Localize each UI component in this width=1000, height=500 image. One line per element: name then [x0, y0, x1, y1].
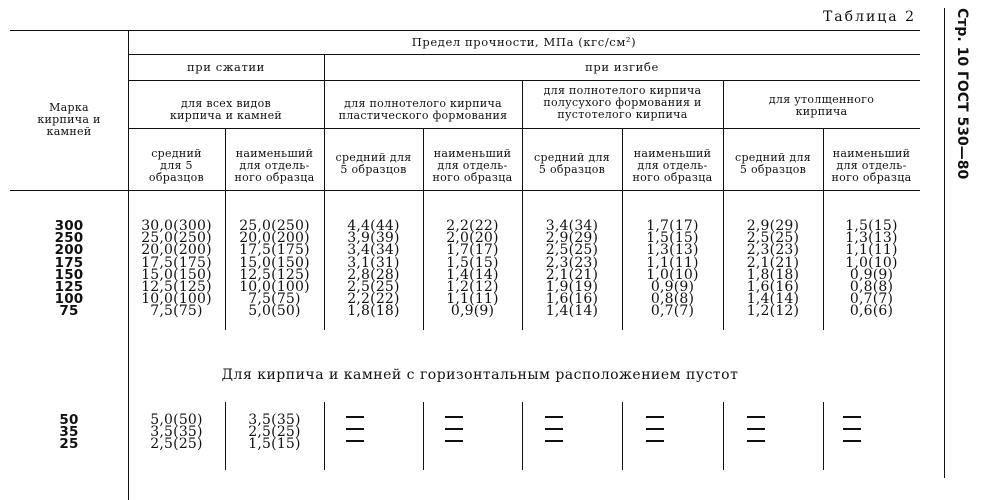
table-cell: 1,6(16)	[746, 279, 800, 296]
group-all-types: для всех видов кирпича и камней	[169, 97, 283, 122]
sub-avg-3: средний для 5 образцов	[534, 151, 610, 176]
table-cell: 0,9(9)	[650, 279, 695, 296]
col-thickened-avg	[723, 220, 823, 318]
table-cell: 2,5(25)	[150, 436, 203, 453]
em-dash-icon	[646, 412, 664, 450]
col-thickened-min	[823, 220, 920, 318]
table-cell: 0,7(7)	[650, 303, 695, 320]
table-cell: 1,1(11)	[446, 291, 499, 308]
em-dash-icon	[843, 412, 861, 450]
vrule-h5	[622, 402, 623, 470]
table-cell-mark: 300	[54, 218, 84, 234]
table-cell-mark: 150	[54, 266, 84, 283]
table-cell: 2,3(23)	[545, 254, 599, 271]
table-label: Таблица 2	[822, 9, 916, 25]
sub-avg-4: средний для 5 образцов	[735, 151, 811, 176]
table-cell: 1,2(12)	[746, 303, 800, 320]
table-cell: 0,8(8)	[849, 279, 894, 296]
table-cell: 2,9(29)	[545, 230, 599, 247]
group-plastic: для полнотелого кирпича пластического формования	[338, 97, 508, 122]
table-cell: 30,0(300)	[141, 218, 212, 234]
vrule-h2	[324, 402, 325, 470]
table-cell: 17,5(175)	[141, 254, 212, 271]
strength-table	[10, 30, 920, 500]
header-bottom-rule	[10, 190, 920, 191]
table-cell: 2,5(25)	[248, 424, 301, 441]
table-cell: 1,8(18)	[746, 266, 800, 283]
table-cell-mark: 200	[54, 242, 84, 259]
table-cell: 3,4(34)	[545, 218, 599, 234]
table-cell: 1,5(15)	[446, 254, 499, 271]
table-cell: 20,0(200)	[141, 242, 212, 259]
table-cell: 15,0(150)	[141, 266, 212, 283]
hollow-avg-column	[128, 414, 225, 451]
mark-column-header: Марка кирпича и камней	[37, 101, 101, 138]
sub-min-2: наименьший для отдель- ного образца	[432, 147, 513, 184]
hollow-marks-column	[10, 414, 128, 451]
table-cell: 4,4(44)	[347, 218, 400, 234]
sub-min-4: наименьший для отдель- ного образца	[831, 147, 912, 184]
table-cell: 1,0(10)	[646, 266, 699, 283]
table-cell: 0,6(6)	[849, 303, 894, 320]
table-cell: 2,1(21)	[746, 254, 800, 271]
sub-min-1: наименьший для отдель- ного образца	[234, 147, 315, 184]
side-page-reference: Стр. 10 ГОСТ 530—80	[944, 8, 970, 478]
bending-header: при изгибе	[585, 60, 659, 74]
table-cell: 1,7(17)	[446, 242, 499, 259]
table-cell: 25,0(250)	[239, 218, 310, 234]
table-cell: 3,5(35)	[248, 412, 301, 428]
table-cell: 1,4(14)	[545, 303, 599, 320]
table-cell: 2,5(25)	[545, 242, 599, 259]
compression-header: при сжатии	[187, 60, 265, 74]
table-cell: 1,7(17)	[646, 218, 699, 234]
strength-title: Предел прочности, МПа (кгс/см²)	[411, 35, 637, 49]
group-semidry-hollow: для полнотелого кирпича полусухого формования и пустотелого кирпича	[543, 84, 702, 121]
table-cell: 2,3(23)	[746, 242, 800, 259]
em-dash-icon	[545, 412, 563, 450]
table-cell-mark: 50	[59, 412, 79, 428]
col-compress-min	[225, 220, 324, 318]
table-cell: 3,1(31)	[347, 254, 400, 271]
table-cell: 1,8(18)	[347, 303, 400, 320]
table-cell: 0,8(8)	[650, 291, 695, 308]
table-cell: 7,5(75)	[150, 303, 203, 320]
table-cell: 0,9(9)	[849, 266, 894, 283]
sub-avg-1: средний для 5 образцов	[148, 147, 205, 184]
header-rule-1	[128, 54, 920, 55]
table-cell: 1,4(14)	[446, 266, 499, 283]
table-cell-mark: 100	[54, 291, 84, 308]
col-plastic-min	[423, 220, 522, 318]
table-cell: 5,0(50)	[248, 303, 301, 320]
table-cell: 0,7(7)	[849, 291, 894, 308]
table-cell: 7,5(75)	[248, 291, 301, 308]
table-cell: 2,9(29)	[746, 218, 800, 234]
col-plastic-avg	[324, 220, 423, 318]
table-cell: 1,3(13)	[845, 230, 898, 247]
table-cell: 1,4(14)	[746, 291, 800, 308]
em-dash-icon	[445, 412, 463, 450]
em-dash-icon	[747, 412, 765, 450]
hollow-section-caption: Для кирпича и камней с горизонтальным расположением пустот	[221, 367, 739, 383]
group-thickened: для утолщенного кирпича	[768, 93, 875, 118]
table-cell: 1,1(11)	[845, 242, 898, 259]
sub-avg-2: средний для 5 образцов	[335, 151, 412, 176]
table-cell: 12,5(125)	[141, 279, 212, 296]
table-cell: 20,0(200)	[239, 230, 310, 247]
em-dash-icon	[346, 412, 364, 450]
table-cell-mark: 250	[54, 230, 84, 247]
table-cell: 3,5(35)	[150, 424, 203, 441]
col-compress-avg	[128, 220, 225, 318]
col-semidry-avg	[522, 220, 622, 318]
table-cell-mark: 75	[59, 303, 79, 320]
table-cell: 10,0(100)	[239, 279, 310, 296]
table-cell: 1,6(16)	[545, 291, 599, 308]
table-cell: 1,5(15)	[646, 230, 699, 247]
table-cell: 10,0(100)	[141, 291, 212, 308]
table-cell: 2,0(20)	[446, 230, 499, 247]
table-cell: 1,1(11)	[646, 254, 699, 271]
table-top-rule	[10, 30, 920, 31]
table-cell: 1,2(12)	[446, 279, 499, 296]
table-cell-mark: 125	[54, 279, 84, 296]
table-cell: 2,2(22)	[446, 218, 499, 234]
vrule-h4	[522, 402, 523, 470]
table-cell-mark: 35	[59, 424, 79, 441]
table-cell: 25,0(250)	[141, 230, 212, 247]
table-cell: 17,5(175)	[239, 242, 310, 259]
table-cell: 1,0(10)	[845, 254, 898, 271]
sub-min-3: наименьший для отдель- ного образца	[632, 147, 713, 184]
table-cell: 3,9(39)	[347, 230, 400, 247]
table-cell: 2,8(28)	[347, 266, 400, 283]
table-cell: 2,5(25)	[746, 230, 800, 247]
table-cell: 3,4(34)	[347, 242, 400, 259]
table-cell-mark: 25	[59, 436, 79, 453]
table-cell: 2,2(22)	[347, 291, 400, 308]
table-cell: 1,5(15)	[845, 218, 898, 234]
table-cell: 2,5(25)	[347, 279, 400, 296]
table-cell: 12,5(125)	[239, 266, 310, 283]
table-cell-mark: 175	[54, 254, 84, 271]
table-cell: 1,9(19)	[545, 279, 599, 296]
header-rule-2	[128, 80, 920, 81]
table-cell: 2,1(21)	[545, 266, 599, 283]
table-cell: 1,3(13)	[646, 242, 699, 259]
hollow-min-column	[225, 414, 324, 451]
vrule-h3	[423, 402, 424, 470]
table-cell: 0,9(9)	[450, 303, 495, 320]
table-cell: 5,0(50)	[150, 412, 203, 428]
table-cell: 15,0(150)	[239, 254, 310, 271]
col-semidry-min	[622, 220, 723, 318]
vrule-h6	[723, 402, 724, 470]
table-cell: 1,5(15)	[248, 436, 301, 453]
vrule-h7	[823, 402, 824, 470]
marks-column	[10, 220, 128, 318]
header-rule-3	[128, 128, 920, 129]
